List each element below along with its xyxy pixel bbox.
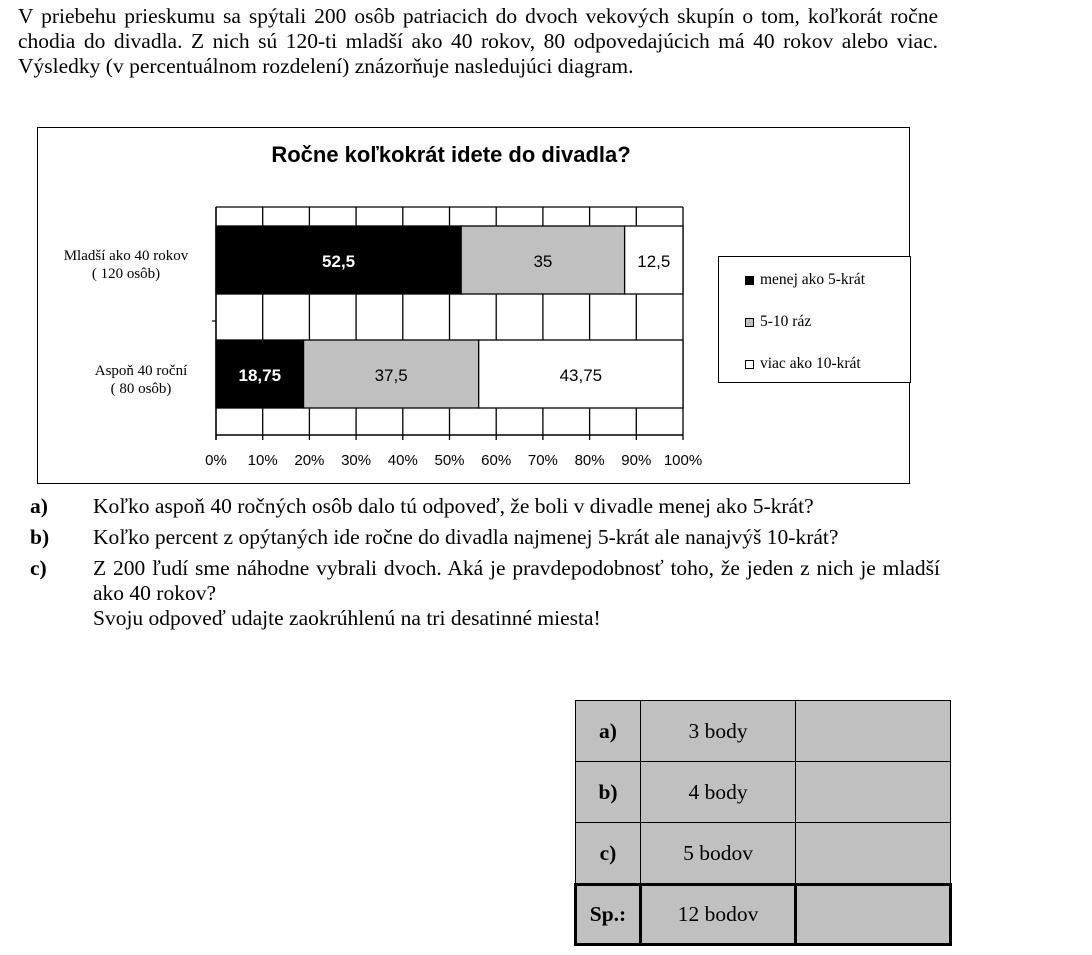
x-tick-label: 30% bbox=[341, 452, 372, 469]
category-label-line1: Aspoň 40 roční bbox=[94, 363, 188, 379]
legend-item-5-10 bbox=[745, 313, 811, 331]
score-points: 12 bodov bbox=[641, 885, 796, 945]
question-letter: a) bbox=[30, 494, 48, 518]
score-part: a) bbox=[576, 701, 641, 762]
x-tick-label: 10% bbox=[247, 452, 278, 469]
score-input-cell[interactable] bbox=[796, 823, 951, 885]
category-label-line1: Mladší ako 40 rokov bbox=[63, 248, 189, 264]
legend-label: viac ako 10-krát bbox=[760, 355, 861, 372]
question-text: Koľko percent z opýtaných ide ročne do divadla najmenej 5-krát ale nanajvýš 10-krát? bbox=[93, 525, 839, 549]
score-input-cell[interactable] bbox=[796, 885, 951, 945]
intro-paragraph: V priebehu prieskumu sa spýtali 200 osôb patriacich do dvoch vekových skupín o tom, koľkorát ročne chodia do divadla. Z nich sú 120-ti mladší ako 40 rokov, 80 odpovedajúcich má 40 rokov alebo viac. Výsledky (v percentuálnom rozdelení) znázorňuje nasledujúci diagram. bbox=[18, 4, 938, 78]
bar-data-label: 35 bbox=[533, 252, 553, 271]
score-row-a bbox=[576, 701, 951, 762]
x-tick-label: 70% bbox=[527, 452, 558, 469]
legend-item-less-than-5 bbox=[745, 271, 865, 289]
questions-list bbox=[30, 494, 940, 637]
score-row-c bbox=[576, 823, 951, 885]
score-part: b) bbox=[576, 762, 641, 823]
score-points: 5 bodov bbox=[641, 823, 796, 885]
x-tick-label: 40% bbox=[387, 452, 418, 469]
score-part: Sp.: bbox=[576, 885, 641, 945]
chart-title: Ročne koľkokrát idete do divadla? bbox=[271, 142, 631, 167]
legend-swatch-gray bbox=[745, 318, 754, 327]
question-note: Svoju odpoveď udajte zaokrúhlenú na tri desatinné miesta! bbox=[93, 606, 601, 630]
x-tick-label: 100% bbox=[663, 452, 703, 469]
score-input-cell[interactable] bbox=[796, 762, 951, 823]
bar-data-label: 37,5 bbox=[374, 366, 408, 385]
category-label-line2: ( 120 osôb) bbox=[91, 266, 161, 282]
category-label-line2: ( 80 osôb) bbox=[110, 381, 172, 397]
x-tick-label: 20% bbox=[294, 452, 325, 469]
chart-frame bbox=[37, 127, 910, 484]
question-text: Z 200 ľudí sme náhodne vybrali dvoch. Aká je pravdepodobnosť toho, že jeden z nich je mladší ako 40 rokov? bbox=[93, 556, 940, 605]
question-b bbox=[30, 525, 940, 550]
legend-item-more-than-10 bbox=[745, 355, 861, 373]
question-letter: b) bbox=[30, 525, 50, 549]
x-tick-label: 90% bbox=[621, 452, 652, 469]
score-points: 4 body bbox=[641, 762, 796, 823]
x-tick-label: 0% bbox=[205, 452, 227, 469]
legend-label: 5-10 ráz bbox=[760, 313, 812, 330]
legend-label: menej ako 5-krát bbox=[760, 271, 866, 288]
question-c bbox=[30, 556, 940, 631]
x-tick-label: 60% bbox=[481, 452, 512, 469]
question-letter: c) bbox=[30, 556, 47, 580]
bar-data-label: 12,5 bbox=[637, 252, 671, 271]
score-table bbox=[574, 700, 952, 946]
score-part: c) bbox=[576, 823, 641, 885]
bar-data-label: 18,75 bbox=[238, 366, 282, 385]
score-input-cell[interactable] bbox=[796, 701, 951, 762]
legend-swatch-black bbox=[745, 276, 754, 285]
bar-data-label: 52,5 bbox=[322, 252, 356, 271]
legend-swatch-white bbox=[745, 360, 754, 369]
x-tick-label: 80% bbox=[574, 452, 605, 469]
x-tick-label: 50% bbox=[434, 452, 465, 469]
chart-legend bbox=[718, 256, 911, 383]
score-points: 3 body bbox=[641, 701, 796, 762]
score-row-total bbox=[576, 885, 951, 945]
question-text: Koľko aspoň 40 ročných osôb dalo tú odpoveď, že boli v divadle menej ako 5-krát? bbox=[93, 494, 814, 518]
question-a bbox=[30, 494, 940, 519]
bar-data-label: 43,75 bbox=[559, 366, 603, 385]
score-row-b bbox=[576, 762, 951, 823]
